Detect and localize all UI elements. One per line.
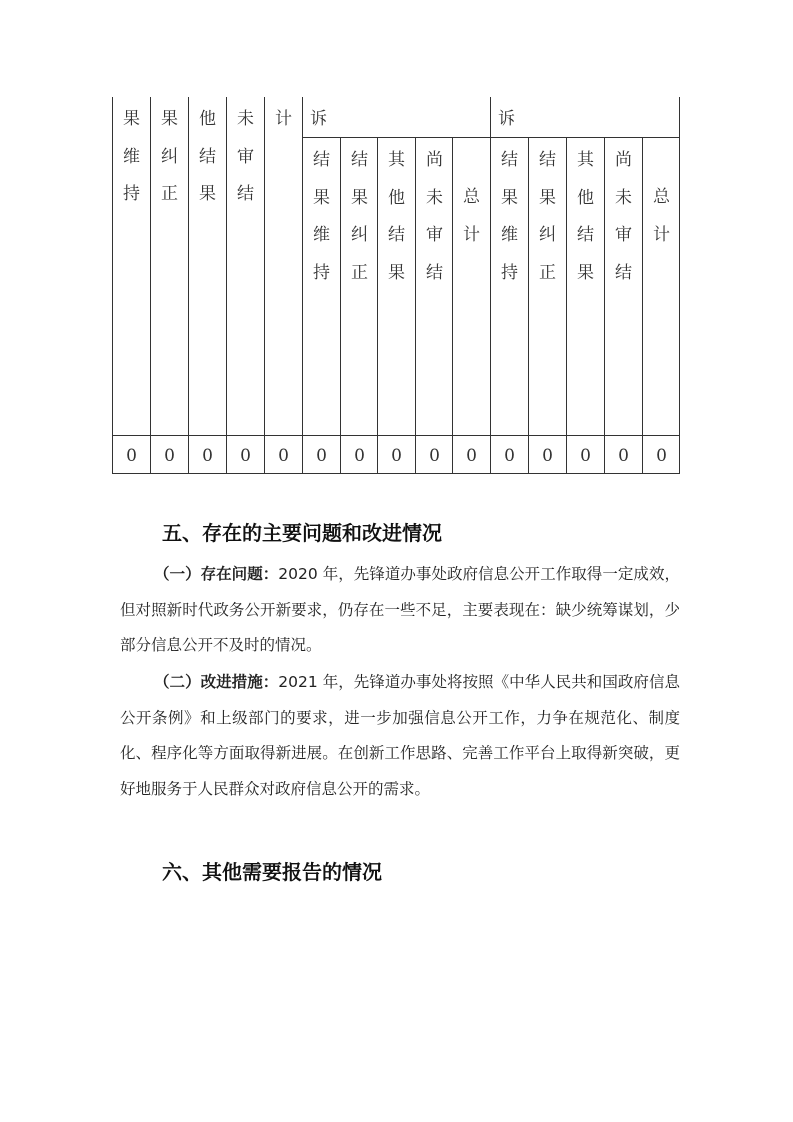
table-cell: 0 (164, 446, 175, 466)
column-header: 果 纠 正 (161, 109, 178, 204)
table-border (679, 97, 680, 474)
table-divider (264, 97, 265, 474)
problems-text: 2020 年，先锋道办事处政府信息公开工作取得一定成效，但对照新时代政务公开新要求，仍存在一些不足，主要表现在：缺少统筹谋划，少部分信息公开不及时的情况。 (120, 565, 680, 654)
sub-column-header: 总 计 (463, 187, 480, 245)
sub-column-header: 结 果 纠 正 (539, 150, 556, 283)
table-cell: 0 (429, 446, 440, 466)
problems-lead: （一）存在问题： (154, 564, 279, 583)
section-5-heading: 五、存在的主要问题和改进情况 (162, 521, 442, 545)
appeal-statistics-table (112, 97, 680, 474)
sub-column-header: 结 果 纠 正 (351, 150, 368, 283)
group-header: 诉 (310, 109, 327, 129)
sub-column-header: 总 计 (653, 187, 670, 245)
table-cell: 0 (618, 446, 629, 466)
table-cell: 0 (316, 446, 327, 466)
table-cell: 0 (278, 446, 289, 466)
column-header: 果 维 持 (123, 109, 140, 204)
table-cell: 0 (656, 446, 667, 466)
column-header: 他 结 果 (199, 109, 216, 204)
sub-column-header: 结 果 维 持 (313, 150, 330, 283)
table-cell: 0 (354, 446, 365, 466)
section-6-heading: 六、其他需要报告的情况 (162, 860, 382, 884)
table-cell: 0 (202, 446, 213, 466)
column-header: 计 (275, 109, 292, 129)
sub-column-header: 尚 未 审 结 (615, 150, 632, 283)
sub-column-header: 尚 未 审 结 (426, 150, 443, 283)
measures-text: 2021 年，先锋道办事处将按照《中华人民共和国政府信息公开条例》和上级部门的要求，进一步加强信息公开工作，力争在规范化、制度化、程序化等方面取得新进展。在创新工作思路、完善工作平台上取得新突破，更好地服务于人民群众对政府信息公开的需求。 (120, 673, 680, 798)
problems-paragraph (120, 556, 680, 664)
group-header: 诉 (498, 109, 515, 129)
table-border (112, 473, 680, 474)
table-cell: 0 (580, 446, 591, 466)
table-cell: 0 (466, 446, 477, 466)
table-cell: 0 (126, 446, 137, 466)
measures-lead: （二）改进措施： (154, 672, 279, 691)
sub-column-header: 结 果 维 持 (501, 150, 518, 283)
table-cell: 0 (504, 446, 515, 466)
table-cell: 0 (391, 446, 402, 466)
sub-column-header: 其 他 结 果 (388, 150, 405, 283)
measures-paragraph (120, 664, 680, 807)
table-cell: 0 (240, 446, 251, 466)
sub-column-header: 其 他 结 果 (577, 150, 594, 283)
table-cell: 0 (542, 446, 553, 466)
table-divider (112, 435, 680, 436)
column-header: 未 审 结 (237, 109, 254, 204)
